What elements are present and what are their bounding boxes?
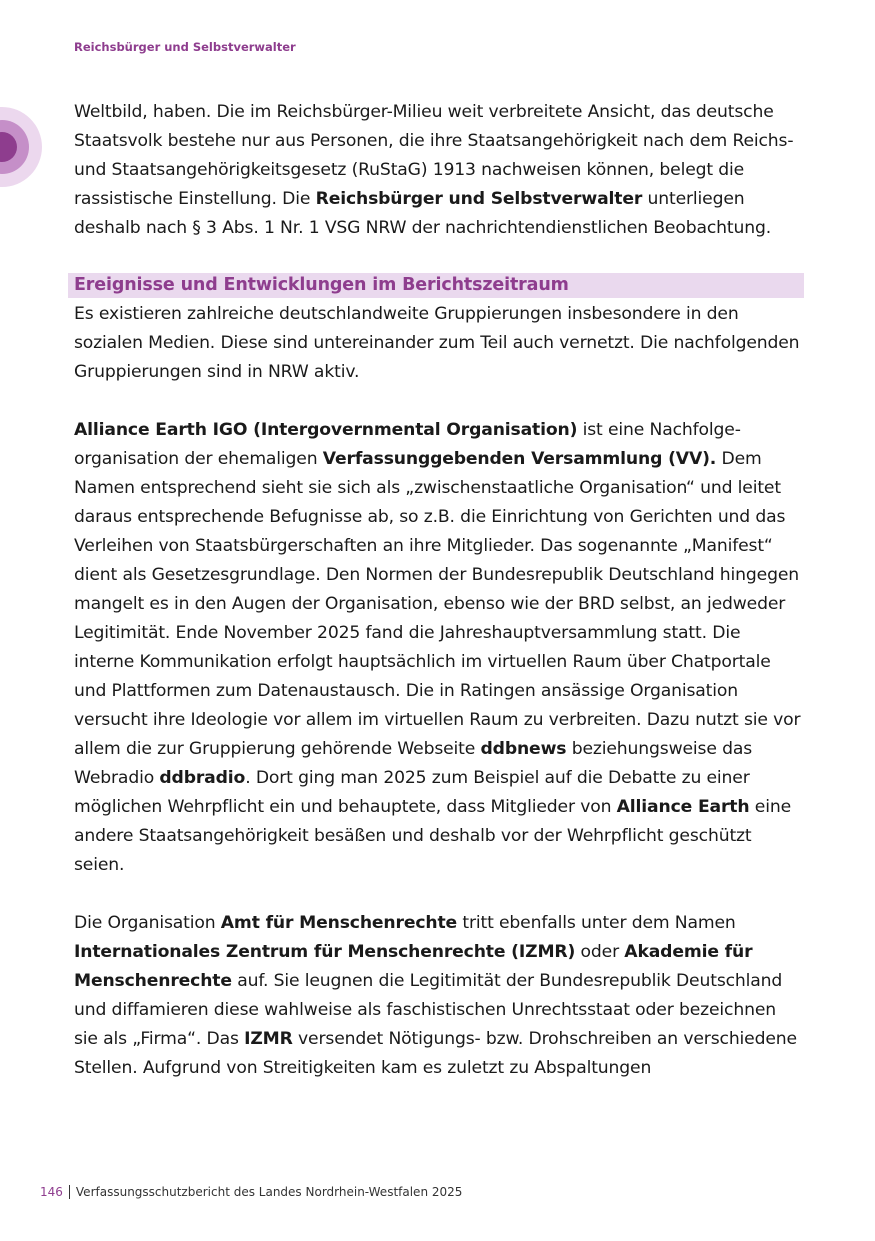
text-run: Weltbild, haben. Die im Reichsbürger-Milieu weit verbreitete Ansicht, das deutsche Staatsvolk bestehe nur aus Personen, die ihre Staatsangehörigkeit nach dem Reichs- und Staatsangehörigkeitsgesetz (RuStaG) 1913 nachweisen können, belegt die rassistische Einstellung. Die: [74, 102, 794, 209]
text-run: oder: [575, 942, 625, 962]
bold-term: IZMR: [244, 1029, 293, 1049]
bold-term: ddbnews: [480, 739, 567, 759]
page-footer: [40, 1185, 462, 1199]
text-run: eine andere Staatsangehörigkeit besäßen und deshalb vor der Wehrpflicht geschützt seien.: [74, 797, 791, 875]
text-run: tritt ebenfalls unter dem Namen: [457, 913, 736, 933]
text-run: ist eine Nachfolgeorganisation der ehemaligen: [74, 420, 741, 469]
section-heading: Ereignisse und Entwicklungen im Berichtszeitraum: [68, 273, 804, 298]
paragraph-alliance-earth: [74, 416, 804, 880]
publication-title: Verfassungsschutzbericht des Landes Nordrhein-Westfalen 2025: [69, 1185, 463, 1199]
bold-term: Internationales Zentrum für Menschenrechte (IZMR): [74, 942, 576, 962]
paragraph-amt-fuer-menschenrechte: [74, 909, 804, 1083]
text-run: Dem Namen entsprechend sieht sie sich als „zwischenstaatliche Organisation“ und leitet daraus entsprechende Befugnisse ab, so z.B. die Einrichtung von Gerichten und das Verleihen von Staatsbürgerschaften an ihre Mitglieder. Das sogenannte „Manifest“ dient als Gesetzesgrundlage. Den Normen der Bundesrepublik Deutschland hingegen mangelt es in den Augen der Organisation, ebenso wie der BRD selbst, an jedweder Legitimität. Ende November 2025 fand die Jahreshauptversammlung statt. Die interne Kommunikation erfolgt hauptsächlich im virtuellen Raum über Chatportale und Plattformen zum Datenaustausch. Die in Ratingen ansässige Organisation versucht ihre Ideologie vor allem im virtuellen Raum zu verbreiten. Dazu nutzt sie vor allem die zur Gruppierung gehörende Webseite: [74, 449, 801, 759]
concentric-circles-decoration: [0, 107, 42, 187]
text-run: auf. Sie leugnen die Legitimität der Bundesrepublik Deutschland und diffamieren diese wahlweise als faschistischen Unrechtsstaat oder bezeichnen sie als „Firma“. Das: [74, 971, 783, 1049]
page-number: 146: [40, 1185, 63, 1199]
bold-term: Verfassunggebenden Versammlung (VV).: [322, 449, 717, 469]
bold-term: Alliance Earth IGO (Intergovernmental Organisation): [74, 420, 578, 440]
text-run: Die Organisation: [74, 913, 221, 933]
text-run: unterliegen deshalb nach § 3 Abs. 1 Nr. 1 VSG NRW der nachrichtendienstlichen Beobachtung.: [74, 189, 772, 238]
running-header: Reichsbürger und Selbstverwalter: [74, 40, 296, 54]
paragraph-worldview: [74, 98, 804, 243]
paragraph-groups-intro: [74, 300, 804, 387]
bold-term: Amt für Menschenrechte: [220, 913, 458, 933]
bold-term: Reichsbürger und Selbstverwalter: [315, 189, 643, 209]
text-run: . Dort ging man 2025 zum Beispiel auf die Debatte zu einer möglichen Wehrpflicht ein und behauptete, dass Mitglieder von: [74, 768, 750, 817]
bold-term: Alliance Earth: [616, 797, 750, 817]
bold-term: ddbradio: [159, 768, 246, 788]
main-content: [74, 98, 804, 1083]
text-run: beziehungsweise das Webradio: [74, 739, 753, 788]
bold-term: Akademie für Menschenrechte: [74, 942, 753, 991]
text-run: Es existieren zahlreiche deutschlandweite Gruppierungen insbesondere in den sozialen Medien. Diese sind untereinander zum Teil auch vernetzt. Die nachfolgenden Gruppierungen sind in NRW aktiv.: [74, 304, 800, 382]
text-run: versendet Nötigungs- bzw. Drohschreiben an verschiedene Stellen. Aufgrund von Streitigkeiten kam es zuletzt zu Abspaltungen: [74, 1029, 797, 1078]
